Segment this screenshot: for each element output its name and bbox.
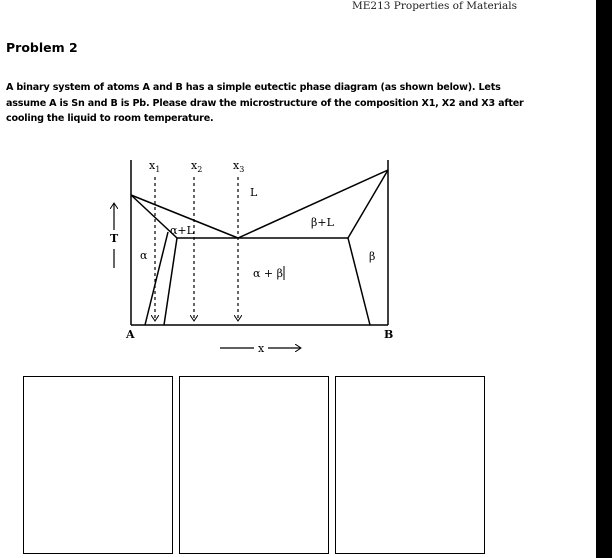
region-alpha: α — [140, 249, 148, 262]
statement-line: A binary system of atoms A and B has a simple eutectic phase diagram (as shown below). Lets — [6, 82, 501, 93]
comp-axis-label: x — [258, 342, 265, 355]
end-label-a: A — [126, 328, 135, 341]
label-x1: $x_1$ — [149, 159, 161, 174]
answer-box-x1[interactable] — [23, 376, 173, 554]
label-x2: $x_2$ — [191, 159, 203, 174]
region-liquid: L — [250, 186, 258, 199]
end-label-b: B — [384, 328, 394, 341]
page-header: ME213 Properties of Materials — [352, 0, 518, 12]
region-beta-liquid: β+L — [311, 216, 334, 229]
problem-title: Problem 2 — [6, 40, 78, 55]
region-alpha-liquid: α+L — [170, 224, 194, 237]
region-alpha-beta: α + β — [253, 267, 283, 280]
statement-line: cooling the liquid to room temperature. — [6, 113, 214, 124]
temp-axis-label: T — [110, 232, 119, 245]
region-beta: β — [369, 250, 376, 263]
answer-box-x2[interactable] — [179, 376, 329, 554]
beta-phase-boundary — [348, 170, 388, 325]
statement-line: assume A is Sn and B is Pb. Please draw the microstructure of the composition X1, X2 and X3 after — [6, 97, 524, 109]
alpha-solvus — [145, 232, 168, 325]
label-x3: $x_3$ — [233, 159, 245, 174]
answer-box-x3[interactable] — [335, 376, 485, 554]
alpha-phase-boundary — [131, 195, 177, 325]
